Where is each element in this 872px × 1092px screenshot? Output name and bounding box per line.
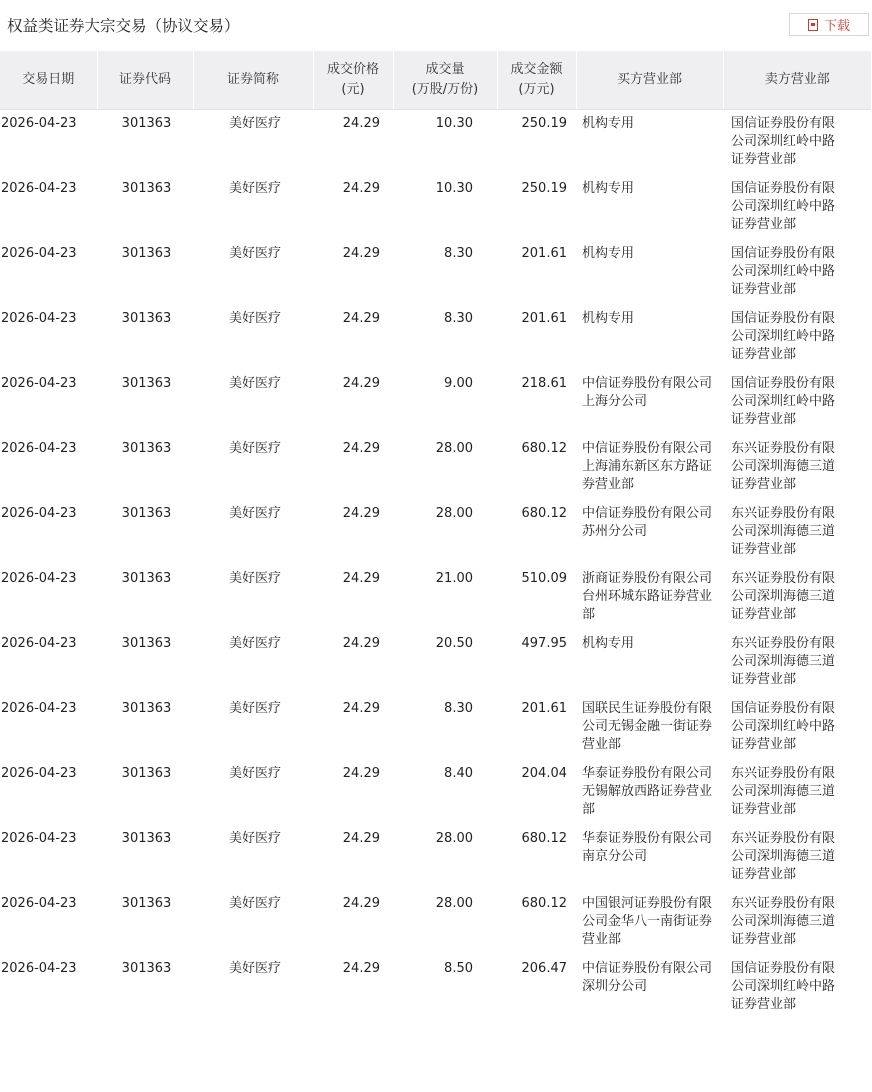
trade-date-cell: 2026-04-23 xyxy=(1,116,77,131)
table-row xyxy=(0,630,871,695)
seller-branch-cell: 东兴证券股份有限公司深圳海德三道证券营业部 xyxy=(731,570,836,622)
security-code-cell: 301363 xyxy=(121,375,172,391)
buyer-branch-cell: 中国银河证券股份有限公司金华八一南街证券营业部 xyxy=(582,895,713,947)
amount-cell: 204.04 xyxy=(521,765,567,781)
security-code-cell: 301363 xyxy=(121,440,172,456)
buyer-branch-cell: 华泰证券股份有限公司无锡解放西路证券营业部 xyxy=(582,765,713,817)
seller-branch-cell: 东兴证券股份有限公司深圳海德三道证券营业部 xyxy=(731,505,836,557)
security-code-cell: 301363 xyxy=(121,245,172,261)
buyer-branch-cell: 中信证券股份有限公司上海浦东新区东方路证券营业部 xyxy=(582,440,713,492)
security-name-cell: 美好医疗 xyxy=(228,180,281,196)
table-row xyxy=(0,890,871,955)
column-header-amount[interactable]: 成交金额 (万元) xyxy=(497,51,576,110)
pdf-file-icon xyxy=(808,19,818,31)
security-code-cell: 301363 xyxy=(121,505,172,521)
price-cell: 24.29 xyxy=(342,375,380,391)
trade-date-cell: 2026-04-23 xyxy=(1,960,77,976)
security-code-cell: 301363 xyxy=(121,310,172,326)
amount-cell: 250.19 xyxy=(521,116,567,131)
column-header-volume[interactable]: 成交量 (万股/万份) xyxy=(393,51,497,110)
amount-cell: 680.12 xyxy=(521,830,567,846)
seller-branch-cell: 东兴证券股份有限公司深圳海德三道证券营业部 xyxy=(731,895,836,947)
buyer-branch-cell: 机构专用 xyxy=(582,635,635,651)
security-code-cell: 301363 xyxy=(121,116,172,131)
seller-branch-cell: 东兴证券股份有限公司深圳海德三道证券营业部 xyxy=(731,440,836,492)
volume-cell: 10.30 xyxy=(435,116,473,131)
trade-date-cell: 2026-04-23 xyxy=(1,700,77,716)
amount-cell: 201.61 xyxy=(521,245,567,261)
buyer-branch-cell: 机构专用 xyxy=(582,116,635,131)
amount-cell: 680.12 xyxy=(521,895,567,911)
security-name-cell: 美好医疗 xyxy=(228,830,281,846)
trade-date-cell: 2026-04-23 xyxy=(1,830,77,846)
column-header-price[interactable]: 成交价格 (元) xyxy=(313,51,393,110)
amount-cell: 497.95 xyxy=(521,635,567,651)
column-header-seller[interactable]: 卖方营业部 xyxy=(723,51,871,110)
column-header-code[interactable]: 证券代码 xyxy=(97,51,193,110)
seller-branch-cell: 国信证券股份有限公司深圳红岭中路证券营业部 xyxy=(731,310,836,362)
security-code-cell: 301363 xyxy=(121,570,172,586)
price-cell: 24.29 xyxy=(342,960,380,976)
volume-cell: 8.50 xyxy=(444,960,473,976)
price-cell: 24.29 xyxy=(342,440,380,456)
amount-cell: 680.12 xyxy=(521,505,567,521)
block-trade-table xyxy=(0,51,871,1020)
security-code-cell: 301363 xyxy=(121,960,172,976)
page-title: 权益类证券大宗交易（协议交易） xyxy=(7,17,240,35)
seller-branch-cell: 东兴证券股份有限公司深圳海德三道证券营业部 xyxy=(731,765,836,817)
table-row xyxy=(0,760,871,825)
security-name-cell: 美好医疗 xyxy=(228,245,281,261)
price-cell: 24.29 xyxy=(342,635,380,651)
buyer-branch-cell: 中信证券股份有限公司深圳分公司 xyxy=(582,960,713,994)
table-row xyxy=(0,240,871,305)
column-header-buyer[interactable]: 买方营业部 xyxy=(576,51,723,110)
volume-cell: 21.00 xyxy=(435,570,473,586)
price-cell: 24.29 xyxy=(342,180,380,196)
trade-date-cell: 2026-04-23 xyxy=(1,765,77,781)
buyer-branch-cell: 机构专用 xyxy=(582,180,635,196)
trade-date-cell: 2026-04-23 xyxy=(1,440,77,456)
amount-cell: 206.47 xyxy=(521,960,567,976)
buyer-branch-cell: 华泰证券股份有限公司南京分公司 xyxy=(582,830,713,864)
buyer-branch-cell: 浙商证券股份有限公司台州环城东路证券营业部 xyxy=(582,570,713,622)
price-cell: 24.29 xyxy=(342,895,380,911)
table-header-row xyxy=(0,51,871,110)
price-cell: 24.29 xyxy=(342,830,380,846)
seller-branch-cell: 国信证券股份有限公司深圳红岭中路证券营业部 xyxy=(731,180,836,232)
table-row xyxy=(0,955,871,1020)
table-row xyxy=(0,565,871,630)
security-code-cell: 301363 xyxy=(121,180,172,196)
price-cell: 24.29 xyxy=(342,116,380,131)
security-name-cell: 美好医疗 xyxy=(228,505,281,521)
buyer-branch-cell: 中信证券股份有限公司苏州分公司 xyxy=(582,505,713,539)
trade-date-cell: 2026-04-23 xyxy=(1,375,77,391)
trade-date-cell: 2026-04-23 xyxy=(1,895,77,911)
buyer-branch-cell: 机构专用 xyxy=(582,245,635,261)
table-row xyxy=(0,825,871,890)
seller-branch-cell: 国信证券股份有限公司深圳红岭中路证券营业部 xyxy=(731,700,836,752)
trade-date-cell: 2026-04-23 xyxy=(1,505,77,521)
table-row xyxy=(0,695,871,760)
security-name-cell: 美好医疗 xyxy=(228,570,281,586)
price-cell: 24.29 xyxy=(342,245,380,261)
amount-cell: 510.09 xyxy=(521,570,567,586)
price-cell: 24.29 xyxy=(342,310,380,326)
volume-cell: 28.00 xyxy=(435,505,473,521)
download-label: 下载 xyxy=(823,19,850,34)
volume-cell: 28.00 xyxy=(435,830,473,846)
security-name-cell: 美好医疗 xyxy=(228,635,281,651)
volume-cell: 8.30 xyxy=(444,310,473,326)
seller-branch-cell: 东兴证券股份有限公司深圳海德三道证券营业部 xyxy=(731,635,836,687)
security-name-cell: 美好医疗 xyxy=(228,310,281,326)
table-row xyxy=(0,435,871,500)
seller-branch-cell: 国信证券股份有限公司深圳红岭中路证券营业部 xyxy=(731,375,836,427)
page-header xyxy=(0,0,872,50)
volume-cell: 10.30 xyxy=(435,180,473,196)
column-header-date[interactable]: 交易日期 xyxy=(0,51,97,110)
security-name-cell: 美好医疗 xyxy=(228,895,281,911)
amount-cell: 218.61 xyxy=(521,375,567,391)
amount-cell: 201.61 xyxy=(521,700,567,716)
table-row xyxy=(0,370,871,435)
price-cell: 24.29 xyxy=(342,505,380,521)
security-code-cell: 301363 xyxy=(121,635,172,651)
seller-branch-cell: 国信证券股份有限公司深圳红岭中路证券营业部 xyxy=(731,116,836,167)
amount-cell: 201.61 xyxy=(521,310,567,326)
seller-branch-cell: 国信证券股份有限公司深圳红岭中路证券营业部 xyxy=(731,960,836,1012)
security-code-cell: 301363 xyxy=(121,895,172,911)
trade-date-cell: 2026-04-23 xyxy=(1,635,77,651)
volume-cell: 8.30 xyxy=(444,245,473,261)
amount-cell: 250.19 xyxy=(521,180,567,196)
buyer-branch-cell: 国联民生证券股份有限公司无锡金融一街证券营业部 xyxy=(582,700,713,752)
download-button[interactable] xyxy=(789,13,869,36)
column-header-name[interactable]: 证券简称 xyxy=(193,51,313,110)
trade-date-cell: 2026-04-23 xyxy=(1,570,77,586)
buyer-branch-cell: 中信证券股份有限公司上海分公司 xyxy=(582,375,713,409)
volume-cell: 8.30 xyxy=(444,700,473,716)
security-name-cell: 美好医疗 xyxy=(228,700,281,716)
volume-cell: 20.50 xyxy=(435,635,473,651)
security-code-cell: 301363 xyxy=(121,765,172,781)
security-name-cell: 美好医疗 xyxy=(228,765,281,781)
volume-cell: 28.00 xyxy=(435,440,473,456)
price-cell: 24.29 xyxy=(342,570,380,586)
trade-date-cell: 2026-04-23 xyxy=(1,310,77,326)
security-name-cell: 美好医疗 xyxy=(228,116,281,131)
price-cell: 24.29 xyxy=(342,765,380,781)
security-name-cell: 美好医疗 xyxy=(228,375,281,391)
seller-branch-cell: 东兴证券股份有限公司深圳海德三道证券营业部 xyxy=(731,830,836,882)
price-cell: 24.29 xyxy=(342,700,380,716)
table-row xyxy=(0,305,871,370)
volume-cell: 28.00 xyxy=(435,895,473,911)
security-code-cell: 301363 xyxy=(121,830,172,846)
security-name-cell: 美好医疗 xyxy=(228,440,281,456)
volume-cell: 8.40 xyxy=(444,765,473,781)
security-name-cell: 美好医疗 xyxy=(228,960,281,976)
table-row xyxy=(0,175,871,240)
security-code-cell: 301363 xyxy=(121,700,172,716)
buyer-branch-cell: 机构专用 xyxy=(582,310,635,326)
volume-cell: 9.00 xyxy=(444,375,473,391)
trade-date-cell: 2026-04-23 xyxy=(1,180,77,196)
table-row xyxy=(0,110,871,175)
amount-cell: 680.12 xyxy=(521,440,567,456)
seller-branch-cell: 国信证券股份有限公司深圳红岭中路证券营业部 xyxy=(731,245,836,297)
table-row xyxy=(0,500,871,565)
trade-date-cell: 2026-04-23 xyxy=(1,245,77,261)
